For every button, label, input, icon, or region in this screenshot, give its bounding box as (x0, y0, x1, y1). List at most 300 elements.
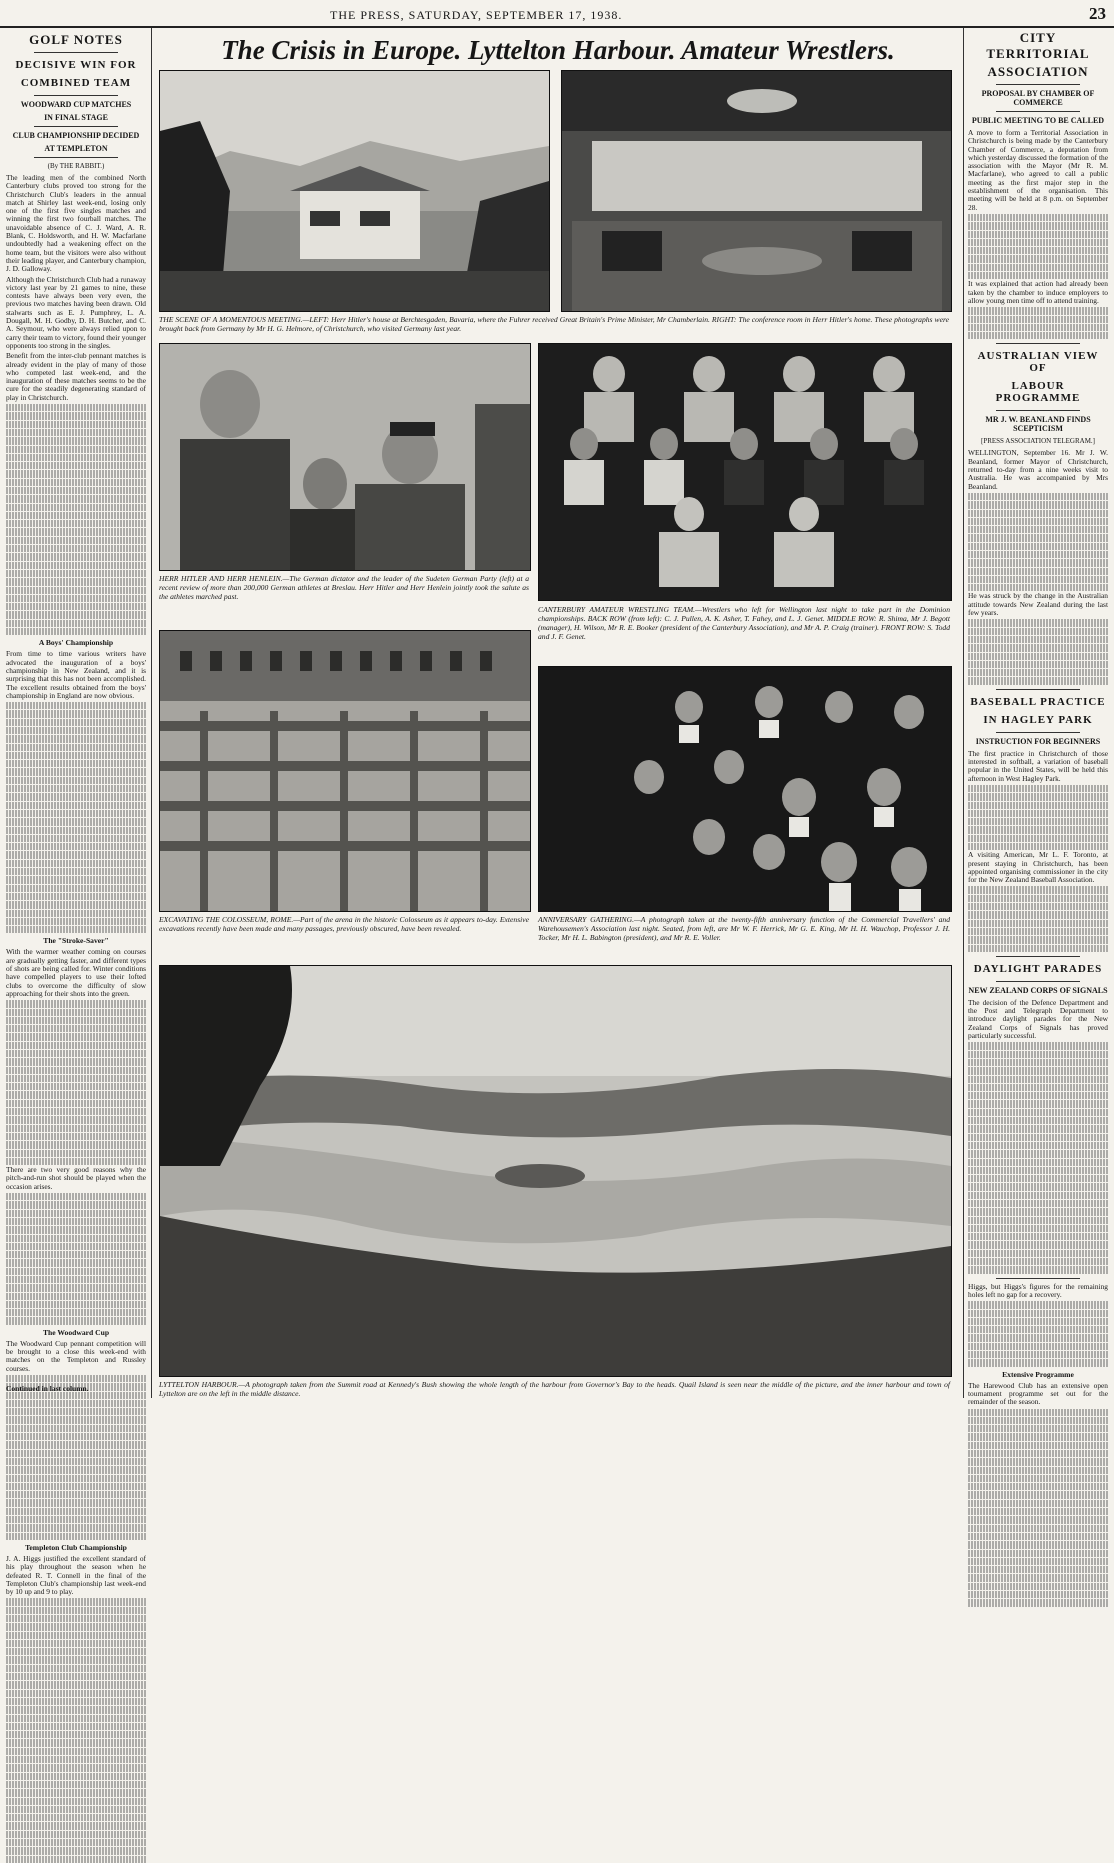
text-line-filler (6, 1847, 146, 1854)
text-line-filler (968, 1433, 1108, 1440)
text-line-filler (968, 1326, 1108, 1333)
headline: COMBINED TEAM (20, 77, 132, 89)
divider (996, 84, 1080, 85)
text-line-filler (968, 785, 1108, 792)
article-paragraph: The leading men of the combined North Canterbury clubs proved too strong for the Christchurch Club's leaders in the annual match at Shirley last week-end, losing only one of the first five singles matches and winning the first two fourball matches. The unavoidable absence of C. J. Ward, A. R. Blank, C. Holdsworth, and H. W. Macfarlane undoubtedly had a weakening effect on the home team, but the visitors were also without their leading player, and Canterbury champion, J. D. Galloway. (6, 173, 146, 274)
text-line-filler (968, 1533, 1108, 1540)
text-line-filler (968, 1217, 1108, 1224)
text-line-filler (6, 827, 146, 834)
text-line-filler (6, 835, 146, 842)
text-line-filler (968, 619, 1108, 626)
text-line-filler (968, 1142, 1108, 1149)
text-line-filler (968, 644, 1108, 651)
text-line-filler (968, 628, 1108, 635)
text-line-filler (6, 1715, 146, 1722)
text-line-filler (968, 1159, 1108, 1166)
text-line-filler (6, 1640, 146, 1647)
text-line-filler (968, 1051, 1108, 1058)
text-line-filler (6, 868, 146, 875)
text-line-filler (968, 1516, 1108, 1523)
text-line-filler (6, 1058, 146, 1065)
section-title: ASSOCIATION (987, 64, 1089, 79)
section-title: AUSTRALIAN VIEW OF (977, 350, 1099, 375)
text-line-filler (6, 1822, 146, 1829)
text-line-filler (968, 534, 1108, 541)
text-line-filler (6, 512, 146, 519)
page-banner: The Crisis in Europe. Lyttelton Harbour. Amateur Wrestlers. (221, 35, 895, 65)
subheadline: AT TEMPLETON (44, 144, 108, 153)
text-line-filler (6, 620, 146, 627)
text-line-filler (6, 1108, 146, 1115)
text-line-filler (968, 255, 1108, 262)
article-paragraph: The Woodward Cup pennant competition will be brought to a close this week-end with matches on the Templeton and Russley courses. (6, 1338, 146, 1373)
text-line-filler (6, 1698, 146, 1705)
page-number: 23 (1089, 4, 1106, 23)
subheadline: CLUB CHAMPIONSHIP DECIDED (12, 131, 140, 140)
text-line-filler (968, 1475, 1108, 1482)
text-line-filler (968, 332, 1108, 339)
text-line-filler (6, 595, 146, 602)
text-line-filler (968, 1343, 1108, 1350)
text-line-filler (6, 818, 146, 825)
text-line-filler (6, 702, 146, 709)
text-line-filler (968, 911, 1108, 918)
article-paragraph: He was struck by the change in the Australian attitude towards New Zealand during the last few years. (968, 591, 1108, 618)
text-line-filler (6, 462, 146, 469)
text-line-filler (6, 1017, 146, 1024)
text-line-filler (968, 928, 1108, 935)
article-paragraph: The Harewood Club has an extensive open tournament programme set out for the remainder of the season. (968, 1380, 1108, 1407)
text-line-filler (6, 1789, 146, 1796)
text-line-filler (968, 1359, 1108, 1366)
text-line-filler (6, 1125, 146, 1132)
text-line-filler (968, 653, 1108, 660)
section-title: CITY TERRITORIAL (986, 30, 1090, 61)
text-line-filler (6, 578, 146, 585)
text-line-filler (6, 918, 146, 925)
text-line-filler (968, 1483, 1108, 1490)
text-line-filler (6, 553, 146, 560)
text-line-filler (968, 1241, 1108, 1248)
text-line-filler (6, 628, 146, 635)
text-line-filler (968, 1134, 1108, 1141)
text-line-filler (968, 1574, 1108, 1581)
text-line-filler (968, 818, 1108, 825)
section-title: DAYLIGHT PARADES (973, 962, 1103, 975)
text-line-filler (968, 1258, 1108, 1265)
text-line-filler (6, 1000, 146, 1007)
text-line-filler (968, 307, 1108, 314)
text-line-filler (968, 903, 1108, 910)
masthead: THE PRESS, SATURDAY, SEPTEMBER 17, 1938. (330, 8, 623, 22)
text-line-filler (968, 1334, 1108, 1341)
text-line-filler (968, 1092, 1108, 1099)
text-line-filler (968, 1266, 1108, 1273)
header-rule (0, 26, 1114, 28)
text-line-filler (6, 1856, 146, 1863)
lyttelton-caption: LYTTELTON HARBOUR.—A photograph taken from the Summit road at Kennedy's Bush showing the whole length of the harbour from Governor's Bay to the heads. Quail Island is seen near the middle of the picture, and the inner harbour and town of Lyttelton are on the left in the middle distance. (159, 1380, 950, 1398)
text-line-filler (6, 1375, 146, 1382)
text-line-filler (968, 247, 1108, 254)
text-line-filler (968, 1442, 1108, 1449)
text-line-filler (6, 1309, 146, 1316)
text-line-filler (6, 611, 146, 618)
text-line-filler (968, 1583, 1108, 1590)
text-line-filler (968, 1150, 1108, 1157)
text-line-filler (6, 1458, 146, 1465)
divider (996, 689, 1080, 690)
text-line-filler (6, 1441, 146, 1448)
text-line-filler (6, 1607, 146, 1614)
text-line-filler (6, 744, 146, 751)
text-line-filler (968, 810, 1108, 817)
text-line-filler (6, 545, 146, 552)
divider (996, 732, 1080, 733)
text-line-filler (6, 876, 146, 883)
text-line-filler (968, 222, 1108, 229)
section-title: IN HAGLEY PARK (983, 713, 1093, 726)
text-line-filler (6, 1317, 146, 1324)
text-line-filler (6, 1499, 146, 1506)
text-line-filler (968, 1591, 1108, 1598)
text-line-filler (968, 1109, 1108, 1116)
text-line-filler (6, 1083, 146, 1090)
wrestling-team-caption: CANTERBURY AMATEUR WRESTLING TEAM.—Wrestlers who left for Wellington last night to take part in the Dominion championships. BACK ROW (from left): C. J. Pullen, A. K. Asher, T. Fahey, and L. J. Genet. MIDDLE ROW: R. Shima, Mr J. Begott (manager), H. Wilson, Mr R. E. Booker (president of the Canterbury Association), and Mr A. P. Craig (trainer). FRONT ROW: S. Todd and J. F. Genet. (538, 605, 950, 641)
article-paragraph: With the warmer weather coming on courses are gradually getting faster, and different types of shots are being called for. Winter conditions have compelled players to use their lofted clubs to overcome the difficulty of slow approaching for their shots into the green. (6, 947, 146, 998)
article-paragraph: The first practice in Christchurch of those interested in softball, a variation of baseball popular in the United States, will be held this afternoon in West Hagley Park. (968, 748, 1108, 783)
subhead: Templeton Club Championship (25, 1542, 127, 1552)
text-line-filler (6, 1218, 146, 1225)
text-line-filler (6, 1475, 146, 1482)
article-paragraph: Higgs, but Higgs's figures for the remaining holes left no gap for a recovery. (968, 1281, 1108, 1299)
text-line-filler (968, 551, 1108, 558)
headline: DECISIVE WIN FOR (15, 59, 137, 71)
text-line-filler (968, 1550, 1108, 1557)
subheadline: PROPOSAL BY CHAMBER OF COMMERCE (981, 89, 1095, 107)
text-line-filler (6, 479, 146, 486)
text-line-filler (6, 1033, 146, 1040)
text-line-filler (6, 404, 146, 411)
text-line-filler (968, 936, 1108, 943)
text-line-filler (968, 543, 1108, 550)
section-title: BASEBALL PRACTICE (970, 695, 1106, 708)
text-line-filler (6, 587, 146, 594)
text-line-filler (6, 562, 146, 569)
text-line-filler (6, 1483, 146, 1490)
text-line-filler (6, 926, 146, 933)
text-line-filler (6, 1141, 146, 1148)
text-line-filler (968, 1508, 1108, 1515)
text-line-filler (6, 520, 146, 527)
text-line-filler (968, 518, 1108, 525)
text-line-filler (6, 1100, 146, 1107)
text-line-filler (968, 1351, 1108, 1358)
text-line-filler (968, 1558, 1108, 1565)
text-line-filler (968, 1417, 1108, 1424)
text-line-filler (6, 1251, 146, 1258)
text-line-filler (968, 1183, 1108, 1190)
text-line-filler (6, 437, 146, 444)
text-line-filler (968, 272, 1108, 279)
text-line-filler (6, 719, 146, 726)
text-line-filler (6, 1831, 146, 1838)
text-line-filler (968, 1067, 1108, 1074)
text-line-filler (968, 802, 1108, 809)
text-line-filler (968, 214, 1108, 221)
text-line-filler (6, 843, 146, 850)
text-line-filler (6, 1259, 146, 1266)
text-line-filler (968, 239, 1108, 246)
subheadline: MR J. W. BEANLAND FINDS SCEPTICISM (985, 415, 1091, 434)
text-line-filler (6, 1416, 146, 1423)
anniversary-gathering-photo (538, 666, 952, 912)
text-line-filler (6, 429, 146, 436)
text-line-filler (6, 1814, 146, 1821)
masthead-bar (0, 0, 1114, 28)
text-line-filler (968, 568, 1108, 575)
text-line-filler (6, 1533, 146, 1540)
byline: (By THE RABBIT.) (47, 162, 105, 170)
text-line-filler (6, 1433, 146, 1440)
text-line-filler (6, 603, 146, 610)
text-line-filler (6, 1806, 146, 1813)
article-paragraph: There are two very good reasons why the pitch-and-run shot should be played when the occasion arises. (6, 1165, 146, 1191)
text-line-filler (968, 1076, 1108, 1083)
text-line-filler (6, 1632, 146, 1639)
text-line-filler (968, 920, 1108, 927)
text-line-filler (968, 1500, 1108, 1507)
article-paragraph: A move to form a Territorial Association in Christchurch is being made by the Canterbury Chamber of Commerce, a deputation from which yesterday discussed the formation of the association with the Mayor (Mr R. M. Macfarlane), who agreed to call a public meeting as the first major step in the establishment of the organisation. This meeting will be held at 8 p.m. on September 28. (968, 128, 1108, 212)
text-line-filler (968, 1059, 1108, 1066)
text-line-filler (6, 1690, 146, 1697)
lyttelton-harbour-photo (159, 965, 952, 1377)
right-news-column (968, 28, 1108, 1407)
text-line-filler (968, 1084, 1108, 1091)
text-line-filler (6, 1293, 146, 1300)
divider (996, 956, 1080, 957)
article-paragraph: From time to time various writers have advocated the inauguration of a boys' championship in New Zealand, and it is surprising that this has not been accomplished. The excellent results obtained from the boys' championship in England are now obvious. (6, 649, 146, 700)
text-line-filler (968, 636, 1108, 643)
article-paragraph: A visiting American, Mr L. F. Toronto, at present staying in Christchurch, has been appointed organising commissioner in the city for the New Zealand Baseball Association. (968, 850, 1108, 885)
text-line-filler (6, 1681, 146, 1688)
text-line-filler (6, 487, 146, 494)
text-line-filler (6, 528, 146, 535)
text-line-filler (968, 559, 1108, 566)
continued-note: Continued in last column. (6, 1384, 89, 1393)
text-line-filler (968, 886, 1108, 893)
text-line-filler (968, 1100, 1108, 1107)
text-line-filler (6, 1450, 146, 1457)
text-line-filler (6, 504, 146, 511)
golf-notes-column (6, 30, 146, 1597)
text-line-filler (6, 1235, 146, 1242)
text-line-filler (968, 793, 1108, 800)
text-line-filler (6, 1408, 146, 1415)
text-line-filler (968, 584, 1108, 591)
divider (34, 52, 118, 53)
text-line-filler (968, 1566, 1108, 1573)
section-title: LABOUR PROGRAMME (995, 380, 1081, 405)
wire-tag: [PRESS ASSOCIATION TELEGRAM.] (980, 437, 1096, 446)
text-line-filler (968, 501, 1108, 508)
text-line-filler (6, 470, 146, 477)
text-line-filler (6, 777, 146, 784)
text-line-filler (968, 231, 1108, 238)
text-line-filler (6, 1773, 146, 1780)
subheadline: IN FINAL STAGE (44, 113, 108, 122)
text-line-filler (968, 1208, 1108, 1215)
text-line-filler (968, 895, 1108, 902)
text-line-filler (968, 1450, 1108, 1457)
text-line-filler (6, 1598, 146, 1605)
text-line-filler (968, 669, 1108, 676)
text-line-filler (968, 826, 1108, 833)
text-line-filler (6, 760, 146, 767)
wrestling-team-photo (538, 343, 952, 601)
conference-room-photo (561, 70, 952, 312)
text-line-filler (968, 1233, 1108, 1240)
text-line-filler (6, 1201, 146, 1208)
text-line-filler (968, 1225, 1108, 1232)
anniversary-caption: ANNIVERSARY GATHERING.—A photograph taken at the twenty-fifth anniversary function of the Commercial Travellers' and Warehousemen's Association last night. Seated, from left, are Mr W. F. Herrick, Mr G. E. King, Mr H. H. Wauchop, Professor J. H. Tocker, Mr H. L. Babington (president), and Mr R. E. Voller. (538, 915, 950, 942)
text-line-filler (6, 710, 146, 717)
divider (996, 1278, 1080, 1279)
text-line-filler (6, 851, 146, 858)
text-line-filler (968, 1167, 1108, 1174)
text-line-filler (6, 1243, 146, 1250)
text-line-filler (6, 570, 146, 577)
text-line-filler (6, 1210, 146, 1217)
text-line-filler (6, 768, 146, 775)
text-line-filler (6, 1009, 146, 1016)
text-line-filler (968, 677, 1108, 684)
text-line-filler (968, 945, 1108, 952)
text-line-filler (6, 537, 146, 544)
text-line-filler (6, 1067, 146, 1074)
text-line-filler (6, 1731, 146, 1738)
text-line-filler (6, 1226, 146, 1233)
text-line-filler (6, 752, 146, 759)
text-line-filler (968, 1425, 1108, 1432)
text-line-filler (6, 1268, 146, 1275)
text-line-filler (6, 1748, 146, 1755)
text-line-filler (968, 576, 1108, 583)
text-line-filler (6, 1839, 146, 1846)
text-line-filler (6, 1781, 146, 1788)
text-line-filler (6, 1133, 146, 1140)
text-line-filler (6, 1524, 146, 1531)
divider (996, 111, 1080, 112)
text-line-filler (968, 1525, 1108, 1532)
text-line-filler (6, 1623, 146, 1630)
text-line-filler (6, 785, 146, 792)
colosseum-photo (159, 630, 531, 912)
text-line-filler (968, 1491, 1108, 1498)
section-title: GOLF NOTES (29, 32, 123, 47)
subheadline: PUBLIC MEETING TO BE CALLED (971, 116, 1105, 125)
subheadline: NEW ZEALAND CORPS OF SIGNALS (968, 985, 1108, 995)
article-paragraph: WELLINGTON, September 16. Mr J. W. Beanland, former Mayor of Christchurch, returned to-day from a nine weeks visit to Australia. He was accompanied by Mrs Beanland. (968, 448, 1108, 491)
text-line-filler (968, 1318, 1108, 1325)
article-paragraph: J. A. Higgs justified the excellent standard of his play throughout the season when he defeated R. T. Connell in the final of the Templeton Club's championship last week-end by 10 up and 9 to play. (6, 1553, 146, 1597)
text-line-filler (6, 1491, 146, 1498)
text-line-filler (6, 1466, 146, 1473)
text-line-filler (968, 1250, 1108, 1257)
subheadline: WOODWARD CUP MATCHES (20, 100, 132, 109)
text-line-filler (6, 1673, 146, 1680)
subhead: The Woodward Cup (42, 1327, 110, 1337)
text-line-filler (6, 860, 146, 867)
text-line-filler (968, 1310, 1108, 1317)
divider (996, 410, 1080, 411)
article-paragraph: Although the Christchurch Club had a runaway victory last year by 21 games to nine, these contests have always been very even, the previous two matches having been drawn. Old stalwarts such as E. J. Pumphrey, L. A. Dougall, M. H. Godby, D. H. Butcher, and C. A. Seymour, who were always relied upon to carry their team to victory, found their younger opponents too strong in the singles. (6, 274, 146, 350)
divider (34, 126, 118, 127)
text-line-filler (6, 1615, 146, 1622)
text-line-filler (6, 1756, 146, 1763)
subhead: The "Stroke-Saver" (43, 936, 109, 946)
text-line-filler (968, 1200, 1108, 1207)
text-line-filler (6, 1150, 146, 1157)
article-paragraph: It was explained that action had already been taken by the chamber to induce employers to allow young men time off to attend training. (968, 279, 1108, 305)
text-line-filler (6, 910, 146, 917)
text-line-filler (6, 727, 146, 734)
text-line-filler (6, 1648, 146, 1655)
text-line-filler (968, 1042, 1108, 1049)
text-line-filler (6, 1091, 146, 1098)
text-line-filler (6, 1706, 146, 1713)
divider (996, 981, 1080, 982)
text-line-filler (6, 1656, 146, 1663)
text-line-filler (6, 1301, 146, 1308)
text-line-filler (6, 1764, 146, 1771)
text-line-filler (968, 1599, 1108, 1606)
text-line-filler (6, 1516, 146, 1523)
text-line-filler (6, 1276, 146, 1283)
text-line-filler (6, 901, 146, 908)
text-line-filler (6, 1193, 146, 1200)
subhead: A Boys' Championship (38, 638, 114, 648)
text-line-filler (6, 1042, 146, 1049)
subhead: Extensive Programme (1002, 1369, 1074, 1379)
divider (34, 95, 118, 96)
text-line-filler (6, 1116, 146, 1123)
text-line-filler (968, 661, 1108, 668)
text-line-filler (6, 1425, 146, 1432)
text-line-filler (6, 893, 146, 900)
text-line-filler (6, 1158, 146, 1165)
text-line-filler (968, 843, 1108, 850)
berchtesgaden-house-photo (159, 70, 550, 312)
text-line-filler (968, 1117, 1108, 1124)
text-line-filler (6, 1284, 146, 1291)
column-divider-right (963, 28, 964, 1398)
subheadline: INSTRUCTION FOR BEGINNERS (975, 736, 1101, 746)
text-line-filler (6, 1723, 146, 1730)
text-line-filler (968, 493, 1108, 500)
text-line-filler (6, 454, 146, 461)
article-paragraph: Benefit from the inter-club pennant matches is already evident in the play of many of those who competed last week-end, and the inauguration of these matches seems to be the cure for the steadily degenerating standard of play in Christchurch. (6, 351, 146, 402)
text-line-filler (6, 1025, 146, 1032)
text-line-filler (968, 1541, 1108, 1548)
text-line-filler (6, 1400, 146, 1407)
text-line-filler (6, 412, 146, 419)
text-line-filler (6, 802, 146, 809)
text-line-filler (6, 735, 146, 742)
text-line-filler (968, 1458, 1108, 1465)
text-line-filler (968, 316, 1108, 323)
text-line-filler (6, 495, 146, 502)
text-line-filler (6, 793, 146, 800)
